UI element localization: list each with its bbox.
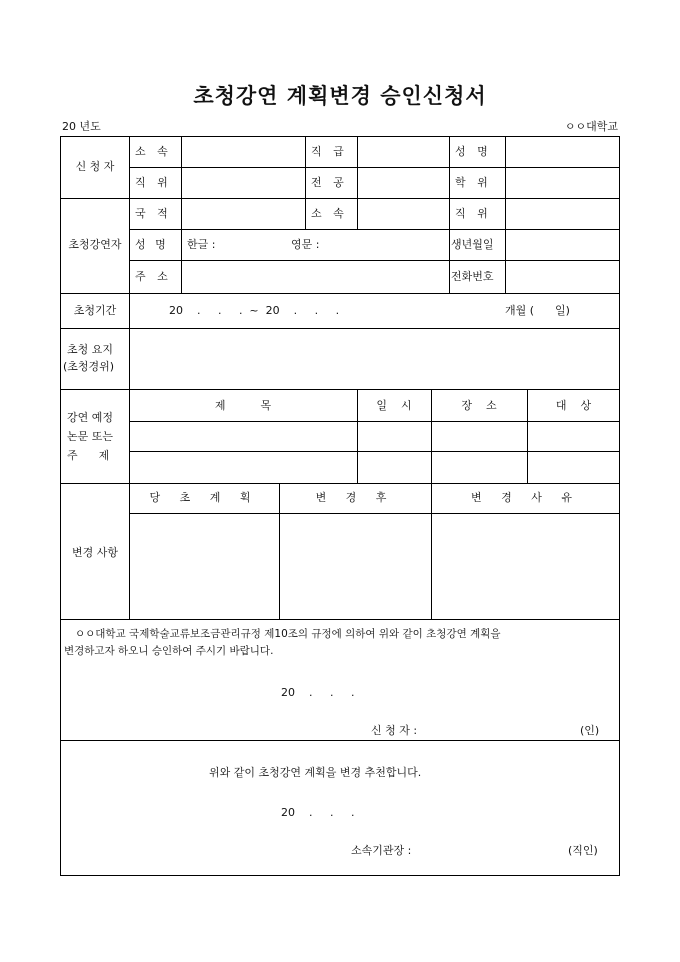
recommend-text: 위와 같이 초청강연 계획을 변경 추천합니다. xyxy=(209,766,422,779)
col-line xyxy=(357,198,358,229)
speaker-section-label: 초청강연자 xyxy=(68,238,122,251)
col-line xyxy=(181,198,182,293)
applicant-position-label: 직 위 xyxy=(135,176,168,189)
row-line xyxy=(129,260,620,261)
col-line xyxy=(305,137,306,198)
col-line xyxy=(505,137,506,198)
applicant-degree-label: 학 위 xyxy=(455,176,488,189)
speaker-address-label: 주 소 xyxy=(135,270,168,283)
speaker-phone-label: 전화번호 xyxy=(451,270,494,283)
period-months: 개월 ( 일) xyxy=(505,304,570,317)
speaker-name-label: 성 명 xyxy=(135,238,166,251)
speaker-korean-name-label: 한글 : xyxy=(187,238,216,251)
purpose-label: 초청 요지 xyxy=(67,343,114,356)
lecture-target-header: 대 상 xyxy=(555,399,592,412)
speaker-birth-label: 생년월일 xyxy=(451,238,494,251)
lecture-title-header: 제 목 xyxy=(214,399,272,412)
applicant-major-label: 전 공 xyxy=(311,176,344,189)
row-line xyxy=(61,328,620,329)
change-original-header: 당 초 계 획 xyxy=(149,491,259,504)
change-label: 변경 사항 xyxy=(71,546,118,559)
speaker-nationality-label: 국 적 xyxy=(135,207,168,220)
row-line xyxy=(61,619,620,620)
row-line xyxy=(61,198,620,199)
lecture-label-line3: 주 제 xyxy=(67,449,110,462)
lecture-place-header: 장 소 xyxy=(461,399,497,412)
request-text-line2: 변경하고자 하오니 승인하여 주시기 바랍니다. xyxy=(64,645,274,657)
recommend-date: 20 . . . xyxy=(281,806,355,819)
row-line xyxy=(61,740,620,741)
request-text-line1: ㅇㅇ대학교 국제학술교류보조금관리규정 제10조의 규정에 의하여 위와 같이 초청강연 계획을 xyxy=(75,628,501,640)
applicant-section-label: 신 청 자 xyxy=(75,160,115,173)
row-line xyxy=(129,421,620,422)
change-reason-header: 변 경 사 유 xyxy=(471,491,580,504)
change-after-header: 변 경 후 xyxy=(315,491,395,504)
period-label: 초청기간 xyxy=(73,304,117,317)
purpose-sublabel: (초청경위) xyxy=(63,360,115,373)
row-line xyxy=(129,167,620,168)
row-line xyxy=(129,513,620,514)
row-line xyxy=(61,389,620,390)
applicant-affiliation-label: 소 속 xyxy=(135,145,168,158)
applicant-rank-label: 직 급 xyxy=(311,145,344,158)
row-line xyxy=(129,451,620,452)
col-line xyxy=(181,137,182,198)
request-seal: (인) xyxy=(580,724,600,737)
application-form xyxy=(60,136,620,876)
lecture-label-line2: 논문 또는 xyxy=(67,430,114,443)
period-range: 20 . . . ~ 20 . . . xyxy=(169,304,340,317)
row-line xyxy=(129,229,620,230)
recommend-seal: (직인) xyxy=(568,844,598,857)
col-line xyxy=(449,137,450,198)
lecture-label-line1: 강연 예정 xyxy=(67,411,114,424)
year-label: 20 년도 xyxy=(62,120,101,133)
applicant-name-label: 성 명 xyxy=(455,145,488,158)
col-line xyxy=(357,137,358,198)
col-line xyxy=(129,137,130,619)
row-line xyxy=(61,483,620,484)
university-label: ㅇㅇ대학교 xyxy=(564,120,618,133)
request-date: 20 . . . xyxy=(281,686,355,699)
request-applicant-label: 신 청 자 : xyxy=(371,724,418,737)
form-title: 초청강연 계획변경 승인신청서 xyxy=(193,83,487,108)
col-line xyxy=(505,198,506,293)
col-line xyxy=(305,198,306,229)
speaker-english-name-label: 영문 : xyxy=(291,238,320,251)
speaker-position-label: 직 위 xyxy=(455,207,488,220)
speaker-affiliation-label: 소 속 xyxy=(311,207,344,220)
col-line xyxy=(449,198,450,293)
recommend-head-label: 소속기관장 : xyxy=(351,844,412,857)
row-line xyxy=(61,293,620,294)
lecture-date-header: 일 시 xyxy=(376,399,412,412)
